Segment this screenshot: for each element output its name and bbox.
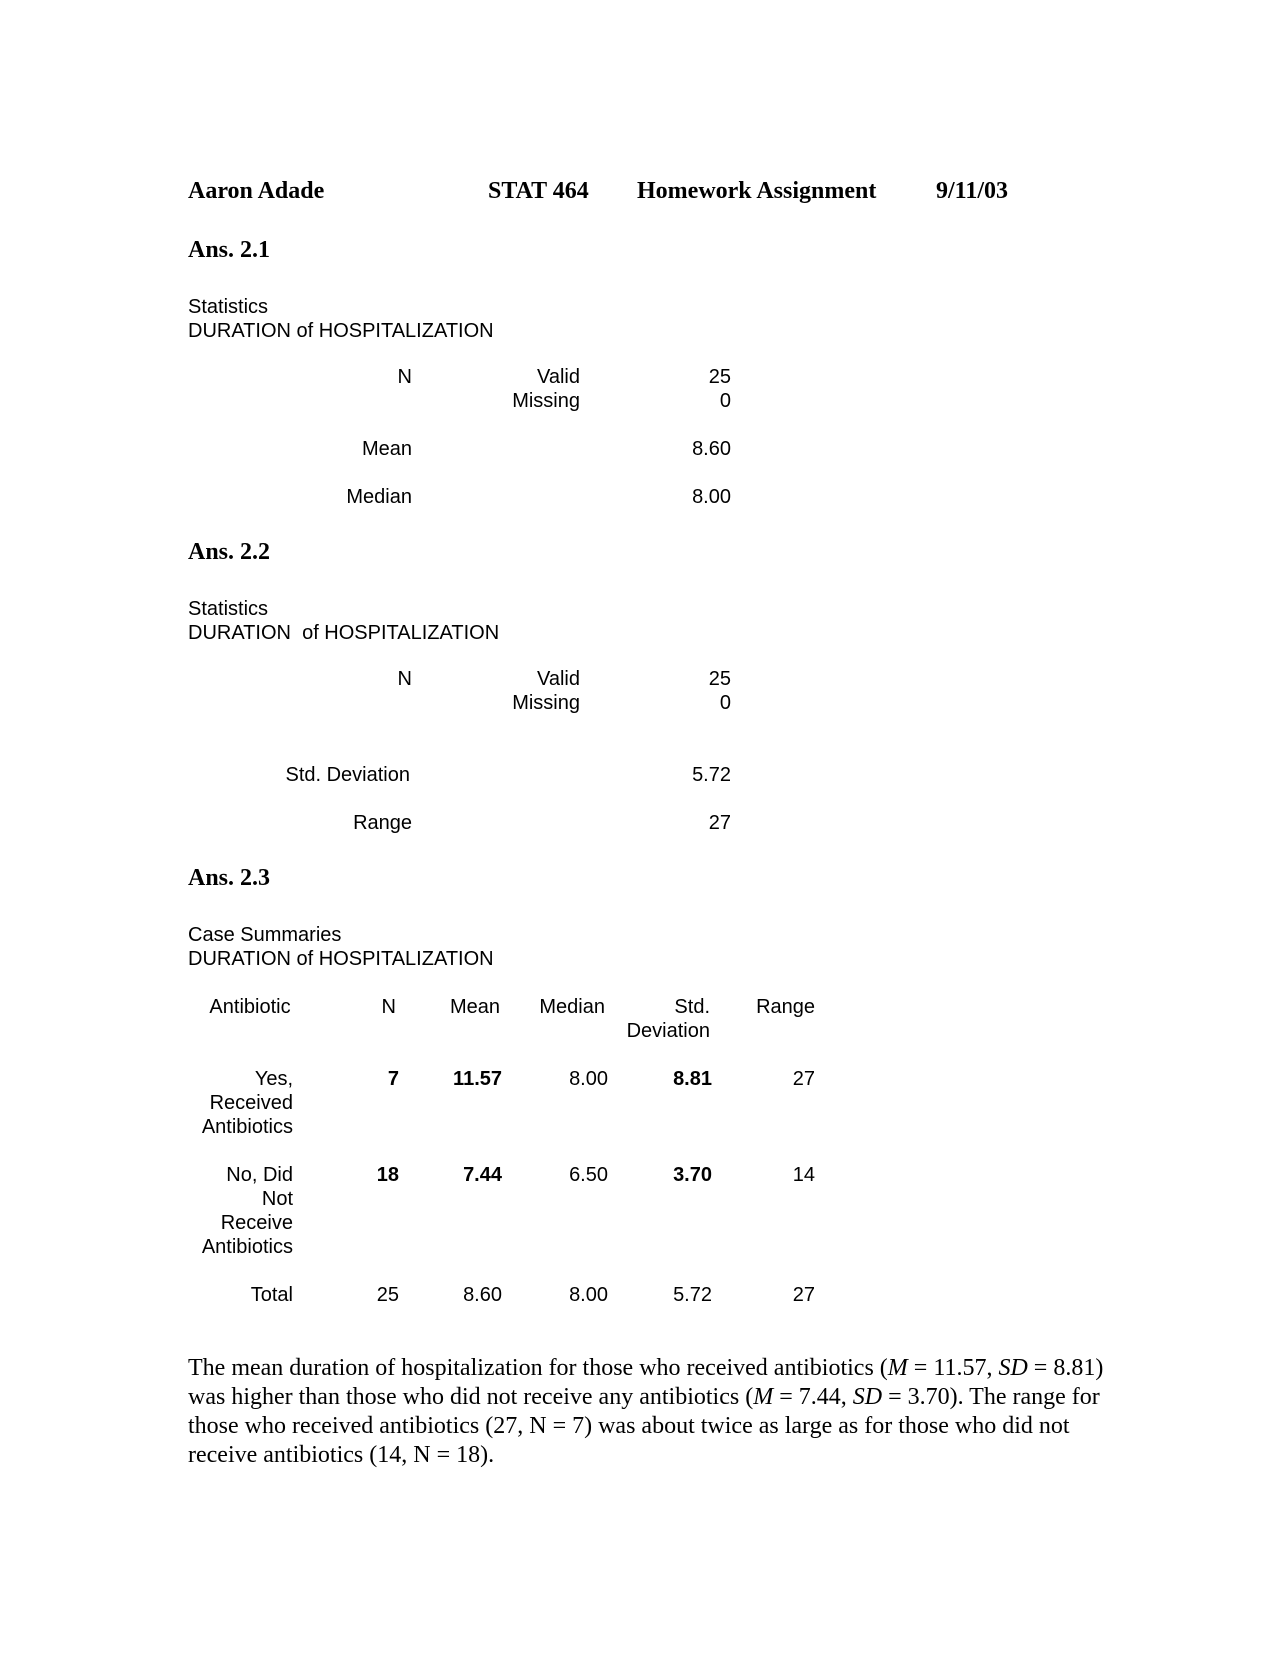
col-header-std: Std. (674, 996, 710, 1018)
ans21-title: Statistics (188, 296, 269, 318)
row-no-median: 6.50 (569, 1164, 608, 1186)
ans22-valid-label: Valid (537, 668, 580, 690)
col-header-mean: Mean (449, 996, 500, 1018)
row-no-n: 18 (376, 1164, 399, 1186)
ans22-missing-value: 0 (719, 692, 731, 714)
ans22-subtitle: DURATION of HOSPITALIZATION (188, 622, 500, 644)
summary-text-1: The mean duration of hospitalization for those who received antibiotics ( (188, 1355, 888, 1381)
summary-sd-1: SD (998, 1355, 1028, 1381)
col-header-deviation: Deviation (626, 1020, 710, 1042)
ans22-n-label: N (397, 668, 412, 690)
row-yes-label-3: Antibiotics (201, 1116, 293, 1138)
row-yes-mean: 11.57 (453, 1068, 502, 1090)
row-total-mean: 8.60 (463, 1284, 502, 1306)
summary-text-5: = 3.70). The range for those who received antibiotics (27, N = 7) was about twice as large as for those who did not receive antibiotics (14, N = 18). (188, 1384, 1100, 1468)
summary-text-2: = 11.57, (907, 1355, 999, 1381)
row-no-range: 14 (792, 1164, 815, 1186)
col-header-n: N (381, 996, 396, 1018)
row-no-label-1: No, Did (226, 1164, 293, 1186)
ans21-mean-value: 8.60 (692, 438, 731, 460)
col-header-antibiotic: Antibiotic (209, 996, 291, 1018)
ans21-median-label: Median (346, 486, 412, 508)
ans21-valid-value: 25 (708, 366, 731, 388)
row-no-mean: 7.44 (463, 1164, 502, 1186)
row-total-range: 27 (792, 1284, 815, 1306)
row-no-label-4: Antibiotics (201, 1236, 293, 1258)
row-yes-sd: 8.81 (673, 1068, 712, 1090)
row-yes-median: 8.00 (569, 1068, 608, 1090)
ans21-valid-label: Valid (537, 366, 580, 388)
ans21-subtitle: DURATION of HOSPITALIZATION (188, 320, 494, 342)
row-total-n: 25 (376, 1284, 399, 1306)
summary-m-1: M (887, 1355, 908, 1381)
course-code: STAT 464 (488, 178, 589, 204)
row-no-sd: 3.70 (673, 1164, 712, 1186)
ans23-heading: Ans. 2.3 (188, 865, 271, 891)
row-total-label: Total (250, 1284, 293, 1306)
ans22-heading: Ans. 2.2 (188, 539, 271, 565)
ans22-valid-value: 25 (708, 668, 731, 690)
ans21-mean-label: Mean (361, 438, 412, 460)
row-yes-label-2: Received (209, 1092, 293, 1114)
row-total-median: 8.00 (569, 1284, 608, 1306)
ans21-n-label: N (397, 366, 412, 388)
summary-sd-2: SD (852, 1384, 883, 1410)
col-header-median: Median (539, 996, 605, 1018)
summary-m-2: M (753, 1384, 774, 1410)
summary-text-4: = 7.44, (773, 1384, 853, 1410)
row-no-label-2: Not (261, 1188, 293, 1210)
ans22-title: Statistics (188, 598, 269, 620)
row-yes-label-1: Yes, (254, 1068, 293, 1090)
col-header-range: Range (756, 996, 815, 1018)
summary-paragraph (188, 1354, 1118, 1470)
assignment-title: Homework Assignment (637, 178, 877, 204)
ans22-sd-label: Std. Deviation (285, 764, 410, 786)
ans22-range-value: 27 (708, 812, 731, 834)
ans23-subtitle: DURATION of HOSPITALIZATION (188, 948, 494, 970)
ans23-title: Case Summaries (188, 924, 342, 946)
ans22-missing-label: Missing (512, 692, 580, 714)
ans22-sd-value: 5.72 (692, 764, 731, 786)
author-name: Aaron Adade (188, 178, 325, 204)
row-yes-range: 27 (792, 1068, 815, 1090)
ans21-heading: Ans. 2.1 (188, 237, 271, 263)
row-total-sd: 5.72 (673, 1284, 712, 1306)
ans21-missing-value: 0 (719, 390, 731, 412)
row-no-label-3: Receive (220, 1212, 293, 1234)
ans21-missing-label: Missing (512, 390, 580, 412)
assignment-date: 9/11/03 (936, 178, 1009, 204)
ans21-median-value: 8.00 (692, 486, 731, 508)
summary-text-3: = 8.81) was higher than those who did not receive any antibiotics ( (188, 1355, 1104, 1410)
row-yes-n: 7 (387, 1068, 399, 1090)
ans22-range-label: Range (353, 812, 412, 834)
